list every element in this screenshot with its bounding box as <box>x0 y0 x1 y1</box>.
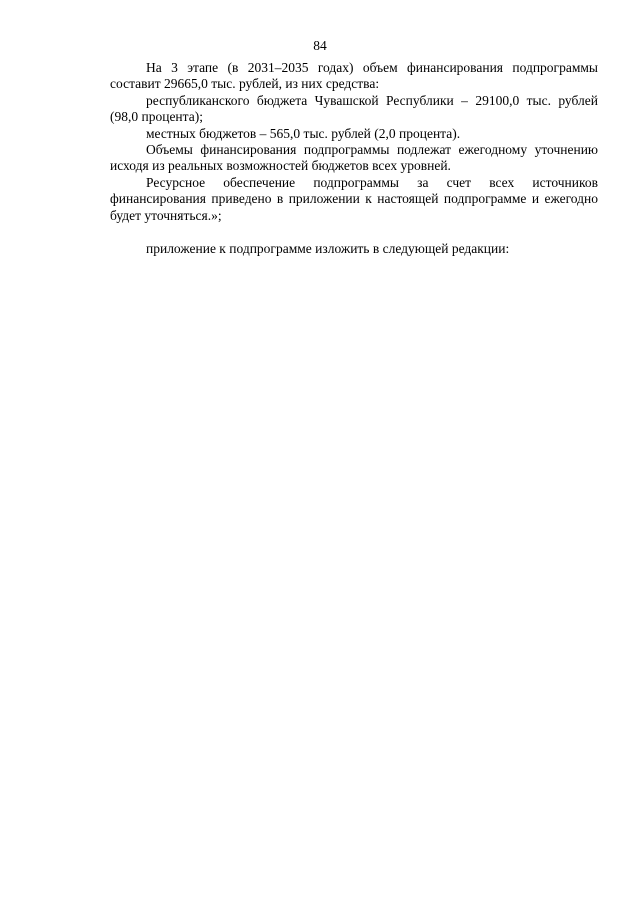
paragraph-appendix-instruction: приложение к подпрограмме изложить в следующей редакции: <box>146 241 510 257</box>
paragraph-annual-adjustment: Объемы финансирования подпрограммы подлежат ежегодному уточнению исходя из реальных возможностей бюджетов всех уровней. <box>110 142 598 174</box>
document-body <box>110 60 598 257</box>
page-number: 84 <box>313 38 327 53</box>
paragraph-republican-budget: республиканского бюджета Чувашской Республики – 29100,0 тыс. рублей (98,0 процента); <box>110 92 598 125</box>
paragraph-resource-provision: Ресурсное обеспечение подпрограммы за счет всех источников финансирования приведено в приложении к настоящей подпрограмме и ежегодно будет уточняться.»; <box>110 174 598 223</box>
paragraph-stage3-funding: На 3 этапе (в 2031–2035 годах) объем финансирования подпрограммы составит 29665,0 тыс. рублей, из них средства: <box>110 60 598 92</box>
paragraph-local-budgets: местных бюджетов – 565,0 тыс. рублей (2,0 процента). <box>146 125 461 141</box>
